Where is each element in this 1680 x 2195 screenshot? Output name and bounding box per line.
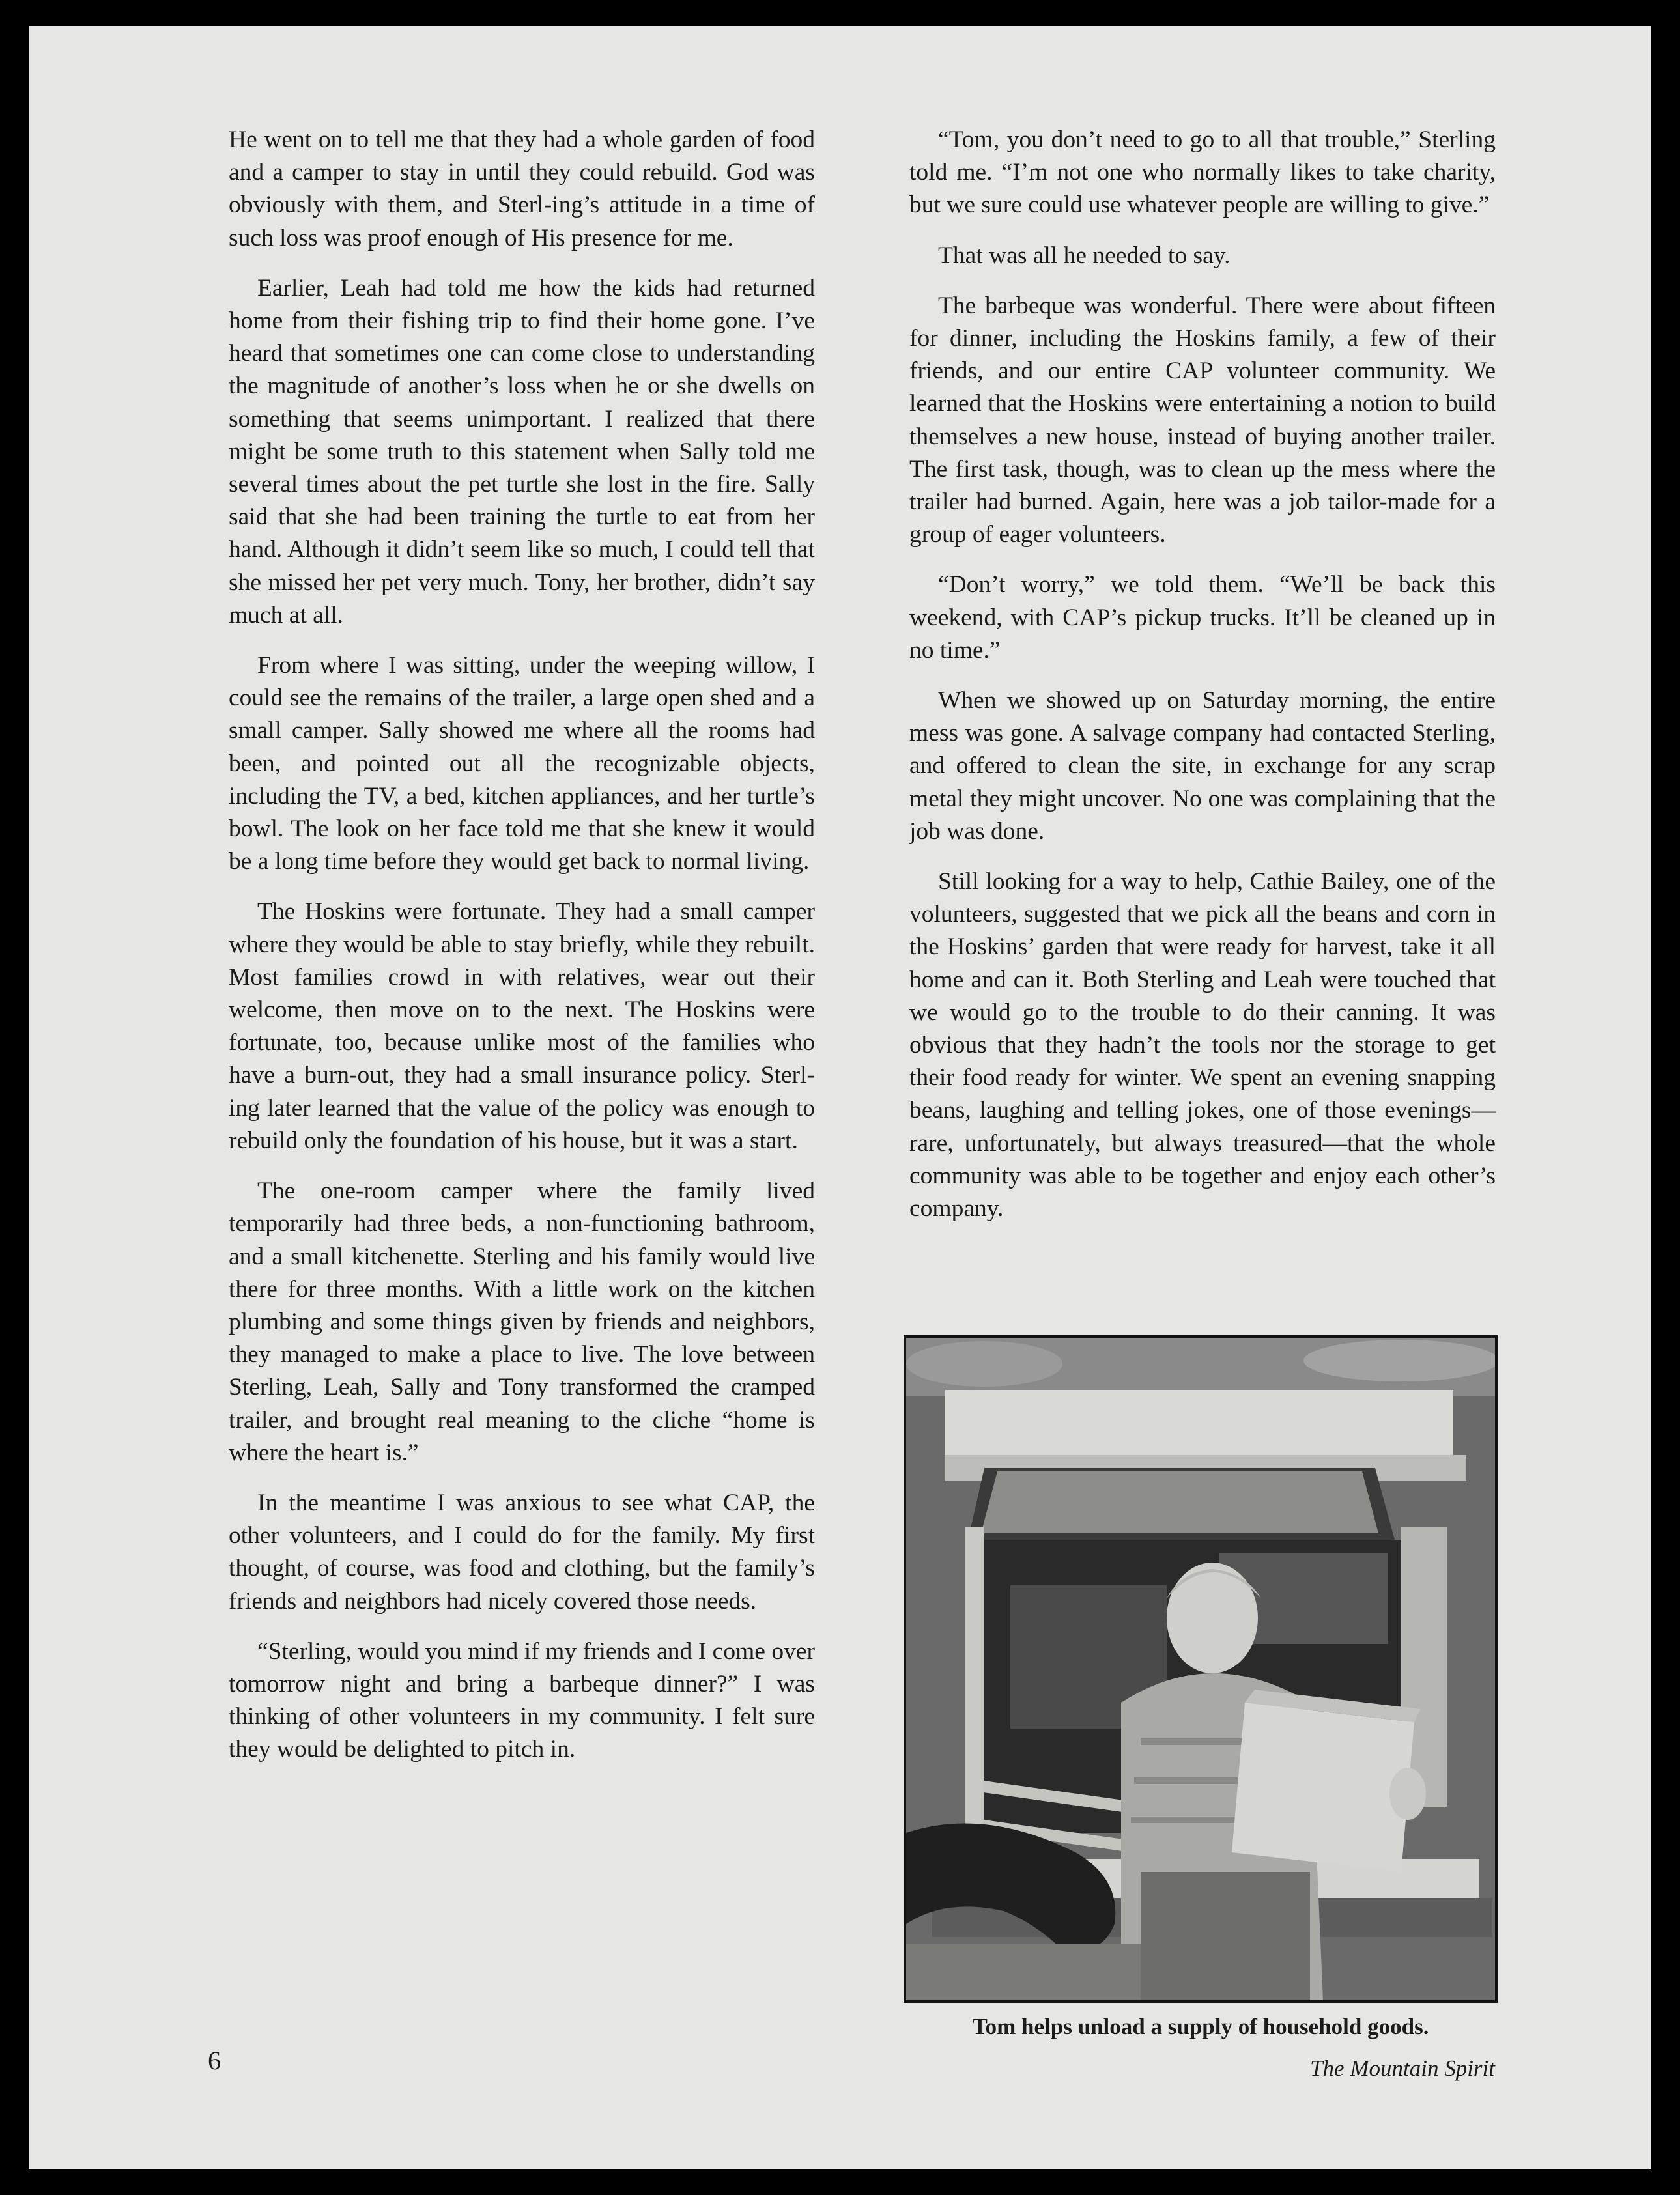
paragraph: The barbeque was wonderful. There were about fifteen for dinner, including the Hoskins family, a few of their friends, and our entire CAP volunteer community. We learned that the Hoskins were entertaining a notion to build themselves a new house, instead of buying another trailer. The first task, though, was to clean up the mess where the trailer had burned. Again, here was a job tailor-made for a group of eager volunteers. bbox=[909, 292, 1496, 548]
magazine-page bbox=[29, 26, 1651, 2169]
left-column bbox=[229, 124, 815, 1784]
photo-caption: Tom helps unload a supply of household goods. bbox=[972, 2014, 1429, 2039]
paragraph: The one-room camper where the family lived temporarily had three beds, a non-functioning bathroom, and a small kitchenette. Sterling and his family would live there for three months. With a little work on the kitchen plumbing and some things given by friends and neighbors, they managed to make a place to live. The love between Sterling, Leah, Sally and Tony transformed the cramped trailer, and brought real meaning to the cliche “home is where the heart is.” bbox=[229, 1178, 815, 1466]
paragraph: “Sterling, would you mind if my friends and I come over tomorrow night and bring a barbeque dinner?” I was thinking of other volunteers in my community. I felt sure they would be delighted to pitch in. bbox=[229, 1637, 815, 1763]
page-number: 6 bbox=[208, 2046, 221, 2075]
photo-illustration bbox=[906, 1338, 1495, 2000]
paragraph: Still looking for a way to help, Cathie Bailey, one of the volunteers, suggested that we pick all the beans and corn in the Hoskins’ garden that were ready for harvest, take it all home and can it. Both Sterling and Leah were touched that we would go to the trouble to do their canning. It was obvious that they hadn’t the tools nor the storage to get their food ready for winter. We spent an evening snapping beans, laughing and telling jokes, one of those evenings—rare, unfortunately, but always treasured—that the whole community was able to be together and enjoy each other’s company. bbox=[909, 868, 1496, 1223]
photo-man-unloading-truck bbox=[904, 1335, 1498, 2003]
paragraph: “Tom, you don’t need to go to all that trouble,” Sterling told me. “I’m not one who normally likes to take charity, but we sure could use whatever people are willing to give.” bbox=[909, 126, 1496, 219]
paragraph: That was all he needed to say. bbox=[938, 242, 1231, 269]
paragraph: The Hoskins were fortunate. They had a small camper where they would be able to stay briefly, while they rebuilt. Most families crowd in with relatives, wear out their welcome, then move on to the next. The Hoskins were fortunate, too, because unlike most of the families who have a burn-out, they had a small insurance policy. Sterl-ing later learned that the value of the policy was enough to rebuild only the foundation of his house, but it was a start. bbox=[229, 898, 815, 1154]
paragraph: From where I was sitting, under the weeping willow, I could see the remains of the trailer, a large open shed and a small camper. Sally showed me where all the rooms had been, and pointed out all the recognizable objects, including the TV, a bed, kitchen appliances, and her turtle’s bowl. The look on her face told me that she knew it would be a long time before they would get back to normal living. bbox=[229, 652, 815, 875]
paragraph: When we showed up on Saturday morning, the entire mess was gone. A salvage company had contacted Sterling, and offered to clean the site, in exchange for any scrap metal they might uncover. No one was complaining that the job was done. bbox=[909, 687, 1496, 845]
publication-title: The Mountain Spirit bbox=[1310, 2056, 1495, 2081]
paragraph: Earlier, Leah had told me how the kids had returned home from their fishing trip to find their home gone. I’ve heard that sometimes one can come close to understanding the magnitude of another’s loss when he or she dwells on something that seems unimportant. I realized that there might be some truth to this statement when Sally told me several times about the pet turtle she lost in the fire. Sally said that she had been training the turtle to eat from her hand. Although it didn’t seem like so much, I could tell that she missed her pet very much. Tony, her brother, didn’t say much at all. bbox=[229, 274, 815, 629]
right-column bbox=[909, 124, 1496, 1243]
paragraph: “Don’t worry,” we told them. “We’ll be back this weekend, with CAP’s pickup trucks. It’ll be cleaned up in no time.” bbox=[909, 571, 1496, 664]
paragraph: In the meantime I was anxious to see what CAP, the other volunteers, and I could do for the family. My first thought, of course, was food and clothing, but the family’s friends and neighbors had nicely covered those needs. bbox=[229, 1489, 815, 1615]
paragraph: He went on to tell me that they had a whole garden of food and a camper to stay in until they could rebuild. God was obviously with them, and Sterl-ing’s attitude in a time of such loss was proof enough of His presence for me. bbox=[229, 126, 815, 251]
